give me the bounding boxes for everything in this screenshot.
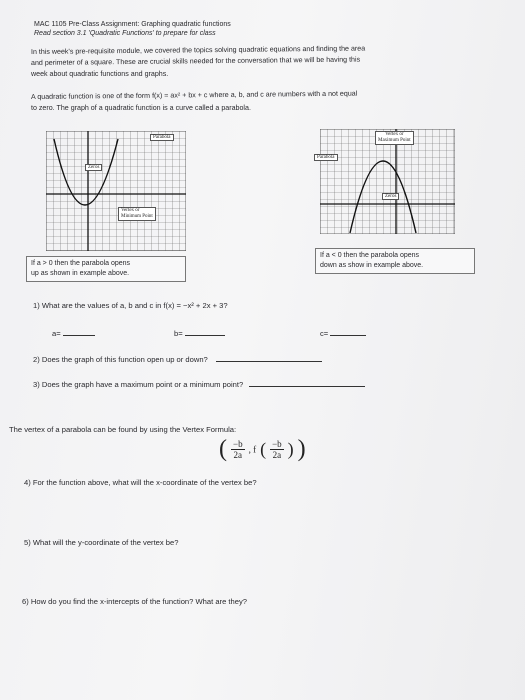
answer-a-row <box>52 329 95 338</box>
right-zeros-label: Zeros <box>382 193 399 200</box>
opens-up-note <box>26 256 186 282</box>
formula-denominator-x: 2a <box>233 450 243 460</box>
question-5: 5) What will the y-coordinate of the vertex be? <box>24 538 179 547</box>
opens-up-note-line2: up as shown in example above. <box>31 270 130 277</box>
answer-b-row <box>174 329 225 338</box>
opens-down-note <box>315 248 475 274</box>
right-parabola-label: Parabola <box>314 154 338 161</box>
answer-c-blank[interactable] <box>330 335 366 336</box>
question-1: 1) What are the values of a, b and c in f(x) = −x² + 2x + 3? <box>33 301 228 310</box>
right-vertex-label-line2: Maximum Point <box>378 138 411 143</box>
answer-b-blank[interactable] <box>185 335 225 336</box>
definition-line-2: to zero. The graph of a quadratic function is a curve called a parabola. <box>31 104 251 112</box>
formula-fraction-x <box>231 439 245 460</box>
vertex-formula <box>219 436 306 463</box>
formula-numerator-x: −b <box>233 439 243 449</box>
formula-separator: , f <box>248 444 257 455</box>
opens-up-note-line1: If a > 0 then the parabola opens <box>31 260 131 267</box>
definition-line-1: A quadratic function is one of the form f(x) = ax² + bx + c where a, b, and c are numbers with a not equal <box>30 89 358 101</box>
answer-c-label: c= <box>320 329 329 338</box>
intro-line-1: In this week's pre-requisite module, we covered the topics solving quadratic equations and finding the area <box>30 44 366 56</box>
right-vertex-label <box>375 131 414 145</box>
worksheet-title: MAC 1105 Pre-Class Assignment: Graphing quadratic functions <box>34 21 231 28</box>
question-2-blank[interactable] <box>216 361 322 362</box>
formula-denominator-y: 2a <box>272 450 282 460</box>
left-zeros-label: Zeros <box>85 164 102 171</box>
question-3: 3) Does the graph have a maximum point or a minimum point? <box>33 380 244 389</box>
question-2-row <box>33 355 322 364</box>
intro-line-2: and perimeter of a square. These are crucial skills needed for the conversation that we will be having this <box>30 55 361 67</box>
question-6: 6) How do you find the x-intercepts of the function? What are they? <box>22 597 247 606</box>
opens-down-note-line2: down as show in example above. <box>320 262 424 269</box>
formula-inner-close-paren: ) <box>287 439 294 459</box>
right-vertex-label-line1: Vertex or <box>385 132 404 137</box>
upward-parabola-graph <box>46 131 186 251</box>
answer-b-label: b= <box>174 329 183 338</box>
vertex-formula-text: The vertex of a parabola can be found by using the Vertex Formula: <box>9 425 237 434</box>
formula-numerator-y: −b <box>272 439 282 449</box>
answer-c-row <box>320 329 366 338</box>
opens-down-note-line1: If a < 0 then the parabola opens <box>320 252 420 259</box>
formula-close-paren: ) <box>297 436 306 462</box>
question-3-row <box>33 380 365 389</box>
answer-a-blank[interactable] <box>63 335 95 336</box>
question-2: 2) Does the graph of this function open up or down? <box>33 355 208 364</box>
question-4: 4) For the function above, what will the x-coordinate of the vertex be? <box>24 478 257 487</box>
question-3-blank[interactable] <box>249 386 365 387</box>
left-vertex-label <box>118 207 156 221</box>
left-vertex-label-line1: Vertex or <box>121 208 140 213</box>
formula-fraction-y <box>270 439 284 460</box>
formula-open-paren: ( <box>219 436 227 462</box>
worksheet-subtitle: Read section 3.1 'Quadratic Functions' to prepare for class <box>34 30 216 37</box>
left-vertex-label-line2: Minimum Point <box>121 214 153 219</box>
left-parabola-label: Parabola <box>150 134 174 141</box>
intro-line-3: week about quadratic functions and graphs. <box>31 70 169 78</box>
answer-a-label: a= <box>52 329 61 338</box>
formula-inner-open-paren: ( <box>260 439 267 459</box>
